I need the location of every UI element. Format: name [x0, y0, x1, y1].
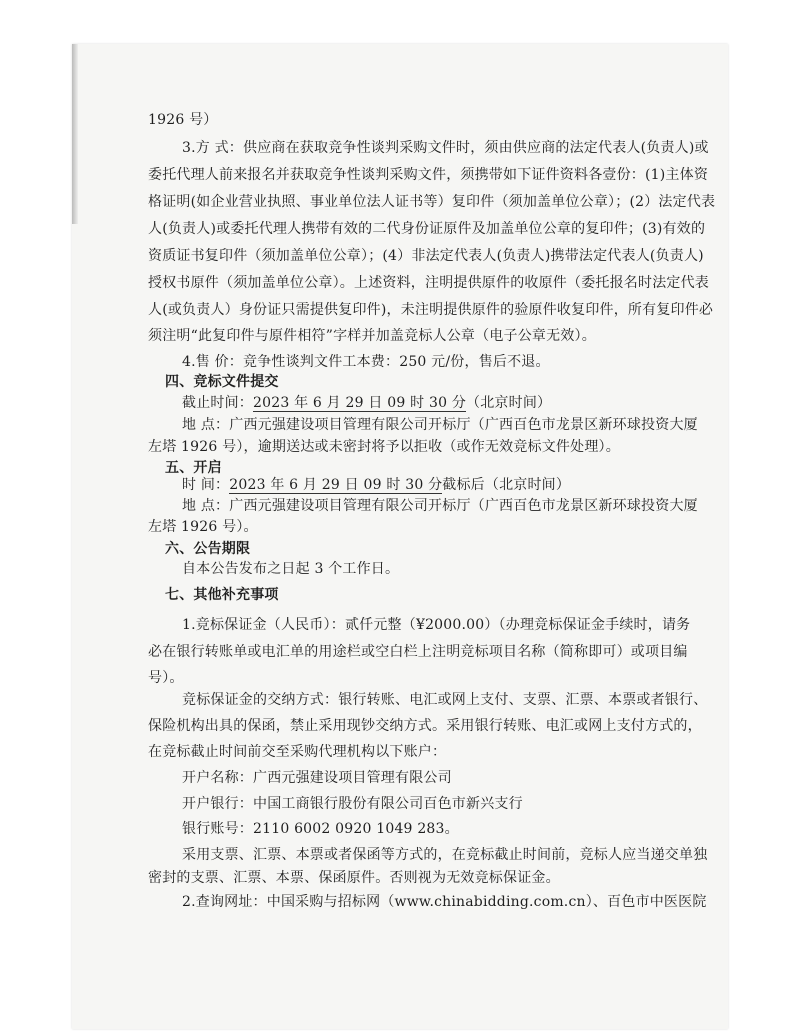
text-line: 人(负责人)或委托代理人携带有效的二代身份证原件及加盖单位公章的复印件；(3)有效的 [148, 221, 706, 237]
deadline-timezone: （北京时间） [466, 395, 552, 411]
text-line: 必在银行转账单或电汇单的用途栏或空白栏上注明竞标项目名称（简称即可）或项目编 [148, 644, 688, 660]
text-line: 格证明(如企业营业执照、事业单位法人证书等）复印件（须加盖单位公章）；(2）法定代表 [148, 194, 716, 210]
section-heading: 五、开启 [165, 460, 222, 476]
text-line: 3.方 式：供应商在获取竞争性谈判采购文件时，须由供应商的法定代表人(负责人)或 [182, 140, 709, 156]
text-line: 1.竞标保证金（人民币）：贰仟元整（¥2000.00）（办理竞标保证金手续时，请务 [182, 617, 691, 633]
text-line: 委托代理人前来报名并获取竞争性谈判采购文件，须携带如下证件资料各壹份：(1)主体资 [148, 167, 709, 183]
text-line: 须注明“此复印件与原件相符”字样并加盖竞标人公章（电子公章无效）。 [148, 328, 596, 344]
section-heading: 六、公告期限 [165, 541, 251, 557]
open-time: 2023 年 6 月 29 日 09 时 30 分 [229, 477, 443, 493]
page-fold-shadow [72, 44, 78, 224]
text-line: 左塔 1926 号），逾期送达或未密封将予以拒收（或作无效竞标文件处理）。 [148, 439, 620, 455]
text-line: 号）。 [148, 670, 184, 686]
open-time-label: 时 间： [182, 477, 230, 493]
text-line: 地 点：广西元强建设项目管理有限公司开标厅（广西百色市龙景区新环球投资大厦 [182, 417, 698, 433]
text-line: 授权书原件（须加盖单位公章）。上述资料，注明提供原件的收原件（委托报名时法定代表 [148, 275, 709, 291]
account-name: 开户名称：广西元强建设项目管理有限公司 [182, 770, 452, 786]
text-line: 地 点：广西元强建设项目管理有限公司开标厅（广西百色市龙景区新环球投资大厦 [182, 498, 698, 514]
deadline-label: 截止时间： [182, 395, 253, 411]
text-line: 在竞标截止时间前交至采购代理机构以下账户： [148, 744, 447, 760]
bank-name: 开户银行：中国工商银行股份有限公司百色市新兴支行 [182, 796, 523, 812]
section-heading: 四、竞标文件提交 [165, 374, 279, 390]
text-line: 采用支票、汇票、本票或者保函等方式的，在竞标截止时间前，竞标人应当递交单独 [182, 847, 708, 863]
text-line: 密封的支票、汇票、本票、保函原件。否则视为无效竞标保证金。 [148, 870, 560, 886]
open-time-note: 截标后（北京时间） [442, 477, 571, 493]
text-line: 竞标保证金的交纳方式：银行转账、电汇或网上支付、支票、汇票、本票或者银行、 [182, 692, 708, 708]
text-line: 保险机构出具的保函，禁止采用现钞交纳方式。采用银行转账、电汇或网上支付方式的， [148, 718, 702, 734]
bank-account-number: 银行账号：2110 6002 0920 1049 283。 [182, 821, 459, 837]
text-line: 左塔 1926 号）。 [148, 519, 258, 535]
text-line [182, 394, 551, 412]
text-line: 1926 号） [148, 112, 218, 128]
text-line: 人(或负责人）身份证只需提供复印件)，未注明提供原件的验原件收复印件，所有复印件必 [148, 302, 714, 318]
text-line: 自本公告发布之日起 3 个工作日。 [182, 561, 400, 577]
section-heading: 七、其他补充事项 [165, 587, 279, 603]
text-line: 2.查询网址：中国采购与招标网（www.chinabidding.com.cn）、百色市中医医院 [182, 894, 707, 910]
deadline-time: 2023 年 6 月 29 日 09 时 30 分 [253, 395, 467, 411]
text-line: 资质证书复印件（须加盖单位公章）；(4）非法定代表人(负责人)携带法定代表人(负责人) [148, 248, 704, 264]
text-line [182, 476, 570, 494]
text-line: 4.售 价：竞争性谈判文件工本费：250 元/份，售后不退。 [182, 354, 550, 370]
